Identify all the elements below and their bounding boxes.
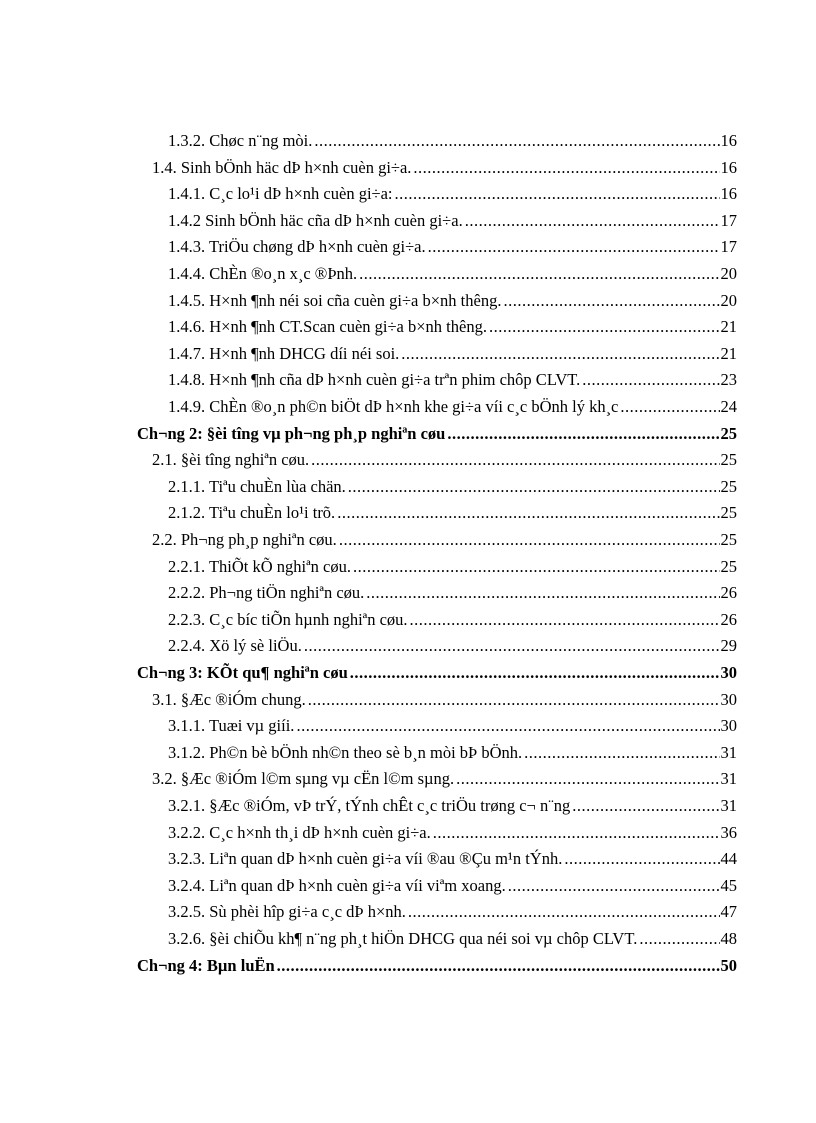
toc-entry-title: 3.1.1. Tuæi vµ giíi. (168, 716, 295, 735)
toc-entry-title: 3.1.2. Ph©n bè bÖnh nh©n theo sè b¸n mòi bÞ bÖnh. (168, 743, 523, 762)
toc-entry[interactable] (168, 634, 737, 658)
toc-entry[interactable] (152, 448, 737, 472)
toc-entry[interactable] (168, 395, 737, 419)
toc-entry-title: 2.2.2. Ph¬ng tiÖn nghiªn cøu. (168, 583, 365, 602)
toc-entry-title: 1.4.8. H×nh ¶nh cña dÞ h×nh cuèn gi÷a trªn phim chôp CLVT. (168, 370, 581, 389)
toc-entry-title: 2.2.4. Xö lý sè liÖu. (168, 636, 302, 655)
toc-page-number: 31 (720, 743, 737, 762)
toc-entry-title: 1.4.3. TriÖu chøng dÞ h×nh cuèn gi÷a. (168, 237, 426, 256)
toc-entry[interactable] (168, 555, 737, 579)
toc-page-number: 29 (720, 636, 737, 655)
toc-entry-title: 1.4.1. C¸c lo¹i dÞ h×nh cuèn gi÷a: (168, 184, 393, 203)
toc-entry[interactable] (168, 368, 737, 392)
toc-entry[interactable] (168, 262, 737, 286)
toc-page-number: 30 (720, 690, 737, 709)
toc-page-number: 30 (720, 663, 737, 682)
toc-entry-title: 1.4. Sinh bÖnh häc dÞ h×nh cuèn gi÷a. (152, 158, 412, 177)
toc-entry-title: 2.2. Ph¬ng ph¸p nghiªn cøu. (152, 530, 337, 549)
toc-entry[interactable] (168, 235, 737, 259)
toc-entry-title: 2.2.3. C¸c bíc tiÕn hµnh nghiªn cøu. (168, 610, 408, 629)
toc-leader-dots (503, 289, 719, 313)
toc-leader-dots (413, 156, 719, 180)
toc-leader-dots (572, 794, 719, 818)
toc-leader-dots (456, 767, 719, 791)
toc-entry-title: 1.4.5. H×nh ¶nh néi soi cña cuèn gi÷a b×nh thêng. (168, 291, 502, 310)
toc-entry[interactable] (168, 182, 737, 206)
toc-entry[interactable] (168, 714, 737, 738)
toc-entry[interactable] (168, 608, 737, 632)
toc-leader-dots (339, 528, 720, 552)
toc-page-number: 16 (720, 184, 737, 203)
toc-leader-dots (489, 315, 720, 339)
toc-page-number: 20 (720, 264, 737, 283)
toc-entry-title: 3.2.6. §èi chiÕu kh¶ n¨ng ph¸t hiÖn DHCG qua néi soi vµ chôp CLVT. (168, 929, 638, 948)
toc-page-number: 25 (720, 450, 737, 469)
toc-page-number: 31 (720, 796, 737, 815)
toc-leader-dots (401, 342, 719, 366)
toc-leader-dots (353, 555, 720, 579)
toc-page-number: 36 (720, 823, 737, 842)
toc-entry-title: 1.4.9. ChÈn ®o¸n ph©n biÖt dÞ h×nh khe gi÷a víi c¸c bÖnh lý kh¸c (168, 397, 619, 416)
toc-entry-title: 3.2.2. C¸c h×nh th¸i dÞ h×nh cuèn gi÷a. (168, 823, 431, 842)
toc-entry[interactable] (152, 767, 737, 791)
toc-page-number: 48 (720, 929, 737, 948)
toc-page-number: 25 (720, 477, 737, 496)
toc-leader-dots (359, 262, 719, 286)
toc-entry[interactable] (168, 821, 737, 845)
toc-entry-title: Ch¬ng 3: KÕt qu¶ nghiªn cøu (137, 663, 348, 682)
toc-leader-dots (508, 874, 720, 898)
toc-entry-title: 1.4.6. H×nh ¶nh CT.Scan cuèn gi÷a b×nh thêng. (168, 317, 487, 336)
toc-entry-title: Ch¬ng 4: Bµn luËn (137, 956, 275, 975)
toc-entry[interactable] (152, 688, 737, 712)
toc-leader-dots (428, 235, 720, 259)
toc-leader-dots (582, 368, 719, 392)
toc-entry-title: Ch¬ng 2: §èi tîng vµ ph¬ng ph¸p nghiªn cøu (137, 424, 446, 443)
toc-leader-dots (304, 634, 720, 658)
toc-entry[interactable] (168, 209, 737, 233)
toc-entry-title: 1.4.2 Sinh bÖnh häc cña dÞ h×nh cuèn gi÷a. (168, 211, 463, 230)
toc-entry[interactable] (168, 927, 737, 951)
toc-entry-title: 3.2.5. Sù phèi hîp gi÷a c¸c dÞ h×nh. (168, 902, 406, 921)
toc-entry-title: 1.4.7. H×nh ¶nh DHCG díi néi soi. (168, 344, 400, 363)
toc-leader-dots (465, 209, 720, 233)
toc-page-number: 31 (720, 769, 737, 788)
toc-page-number: 30 (720, 716, 737, 735)
toc-leader-dots (564, 847, 719, 871)
toc-leader-dots (620, 395, 719, 419)
toc-chapter-entry[interactable] (137, 422, 737, 446)
toc-entry[interactable] (168, 847, 737, 871)
toc-page-number: 21 (720, 344, 737, 363)
toc-page-number: 20 (720, 291, 737, 310)
toc-entry-title: 2.1.2. Tiªu chuÈn lo¹i trõ. (168, 503, 336, 522)
toc-leader-dots (447, 422, 719, 446)
toc-entry[interactable] (168, 289, 737, 313)
toc-leader-dots (348, 475, 720, 499)
toc-leader-dots (314, 129, 719, 153)
toc-entry-title: 3.2.4. Liªn quan dÞ h×nh cuèn gi÷a víi viªm xoang. (168, 876, 506, 895)
toc-leader-dots (433, 821, 720, 845)
toc-entry[interactable] (168, 741, 737, 765)
toc-leader-dots (277, 954, 720, 978)
toc-leader-dots (311, 448, 719, 472)
toc-entry[interactable] (152, 528, 737, 552)
toc-entry-title: 1.3.2. Chøc n¨ng mòi. (168, 131, 313, 150)
toc-leader-dots (296, 714, 719, 738)
toc-leader-dots (308, 688, 720, 712)
toc-page-number: 50 (720, 956, 737, 975)
toc-page-number: 25 (720, 503, 737, 522)
toc-leader-dots (524, 741, 719, 765)
toc-entry-title: 1.4.4. ChÈn ®o¸n x¸c ®Þnh. (168, 264, 358, 283)
toc-entry[interactable] (168, 129, 737, 153)
toc-leader-dots (408, 900, 720, 924)
toc-entry[interactable] (168, 874, 737, 898)
toc-page-number: 44 (720, 849, 737, 868)
toc-entry-title: 3.2.1. §Æc ®iÓm, vÞ trÝ, tÝnh chÊt c¸c triÖu trøng c¬ n¨ng (168, 796, 571, 815)
toc-leader-dots (639, 927, 719, 951)
toc-entry-title: 3.1. §Æc ®iÓm chung. (152, 690, 306, 709)
toc-entry[interactable] (168, 501, 737, 525)
toc-page-number: 16 (720, 158, 737, 177)
toc-entry-title: 2.1. §èi tîng nghiªn cøu. (152, 450, 310, 469)
toc-entry[interactable] (168, 794, 737, 818)
toc-entry[interactable] (168, 315, 737, 339)
toc-entry[interactable] (152, 156, 737, 180)
toc-page-number: 24 (720, 397, 737, 416)
toc-leader-dots (410, 608, 720, 632)
toc-entry[interactable] (168, 900, 737, 924)
toc-entry-title: 3.2.3. Liªn quan dÞ h×nh cuèn gi÷a víi ®au ®Çu m¹n tÝnh. (168, 849, 563, 868)
toc-page-number: 17 (720, 237, 737, 256)
toc-entry[interactable] (168, 342, 737, 366)
toc-page-number: 47 (720, 902, 737, 921)
toc-page-number: 17 (720, 211, 737, 230)
toc-chapter-entry[interactable] (137, 954, 737, 978)
toc-leader-dots (395, 182, 720, 206)
toc-page-number: 26 (720, 583, 737, 602)
toc-entry[interactable] (168, 475, 737, 499)
toc-entry[interactable] (168, 581, 737, 605)
toc-page-number: 23 (720, 370, 737, 389)
toc-page-number: 21 (720, 317, 737, 336)
toc-page-number: 26 (720, 610, 737, 629)
toc-page-number: 25 (720, 424, 737, 443)
toc-leader-dots (350, 661, 720, 685)
toc-leader-dots (337, 501, 719, 525)
toc-chapter-entry[interactable] (137, 661, 737, 685)
toc-page-number: 25 (720, 557, 737, 576)
toc-entry-title: 2.2.1. ThiÕt kÕ nghiªn cøu. (168, 557, 351, 576)
toc-page-number: 25 (720, 530, 737, 549)
toc-page-number: 45 (720, 876, 737, 895)
toc-page-number: 16 (720, 131, 737, 150)
toc-entry-title: 3.2. §Æc ®iÓm l©m sµng vµ cËn l©m sµng. (152, 769, 455, 788)
toc-leader-dots (366, 581, 719, 605)
toc-entry-title: 2.1.1. Tiªu chuÈn lùa chän. (168, 477, 346, 496)
